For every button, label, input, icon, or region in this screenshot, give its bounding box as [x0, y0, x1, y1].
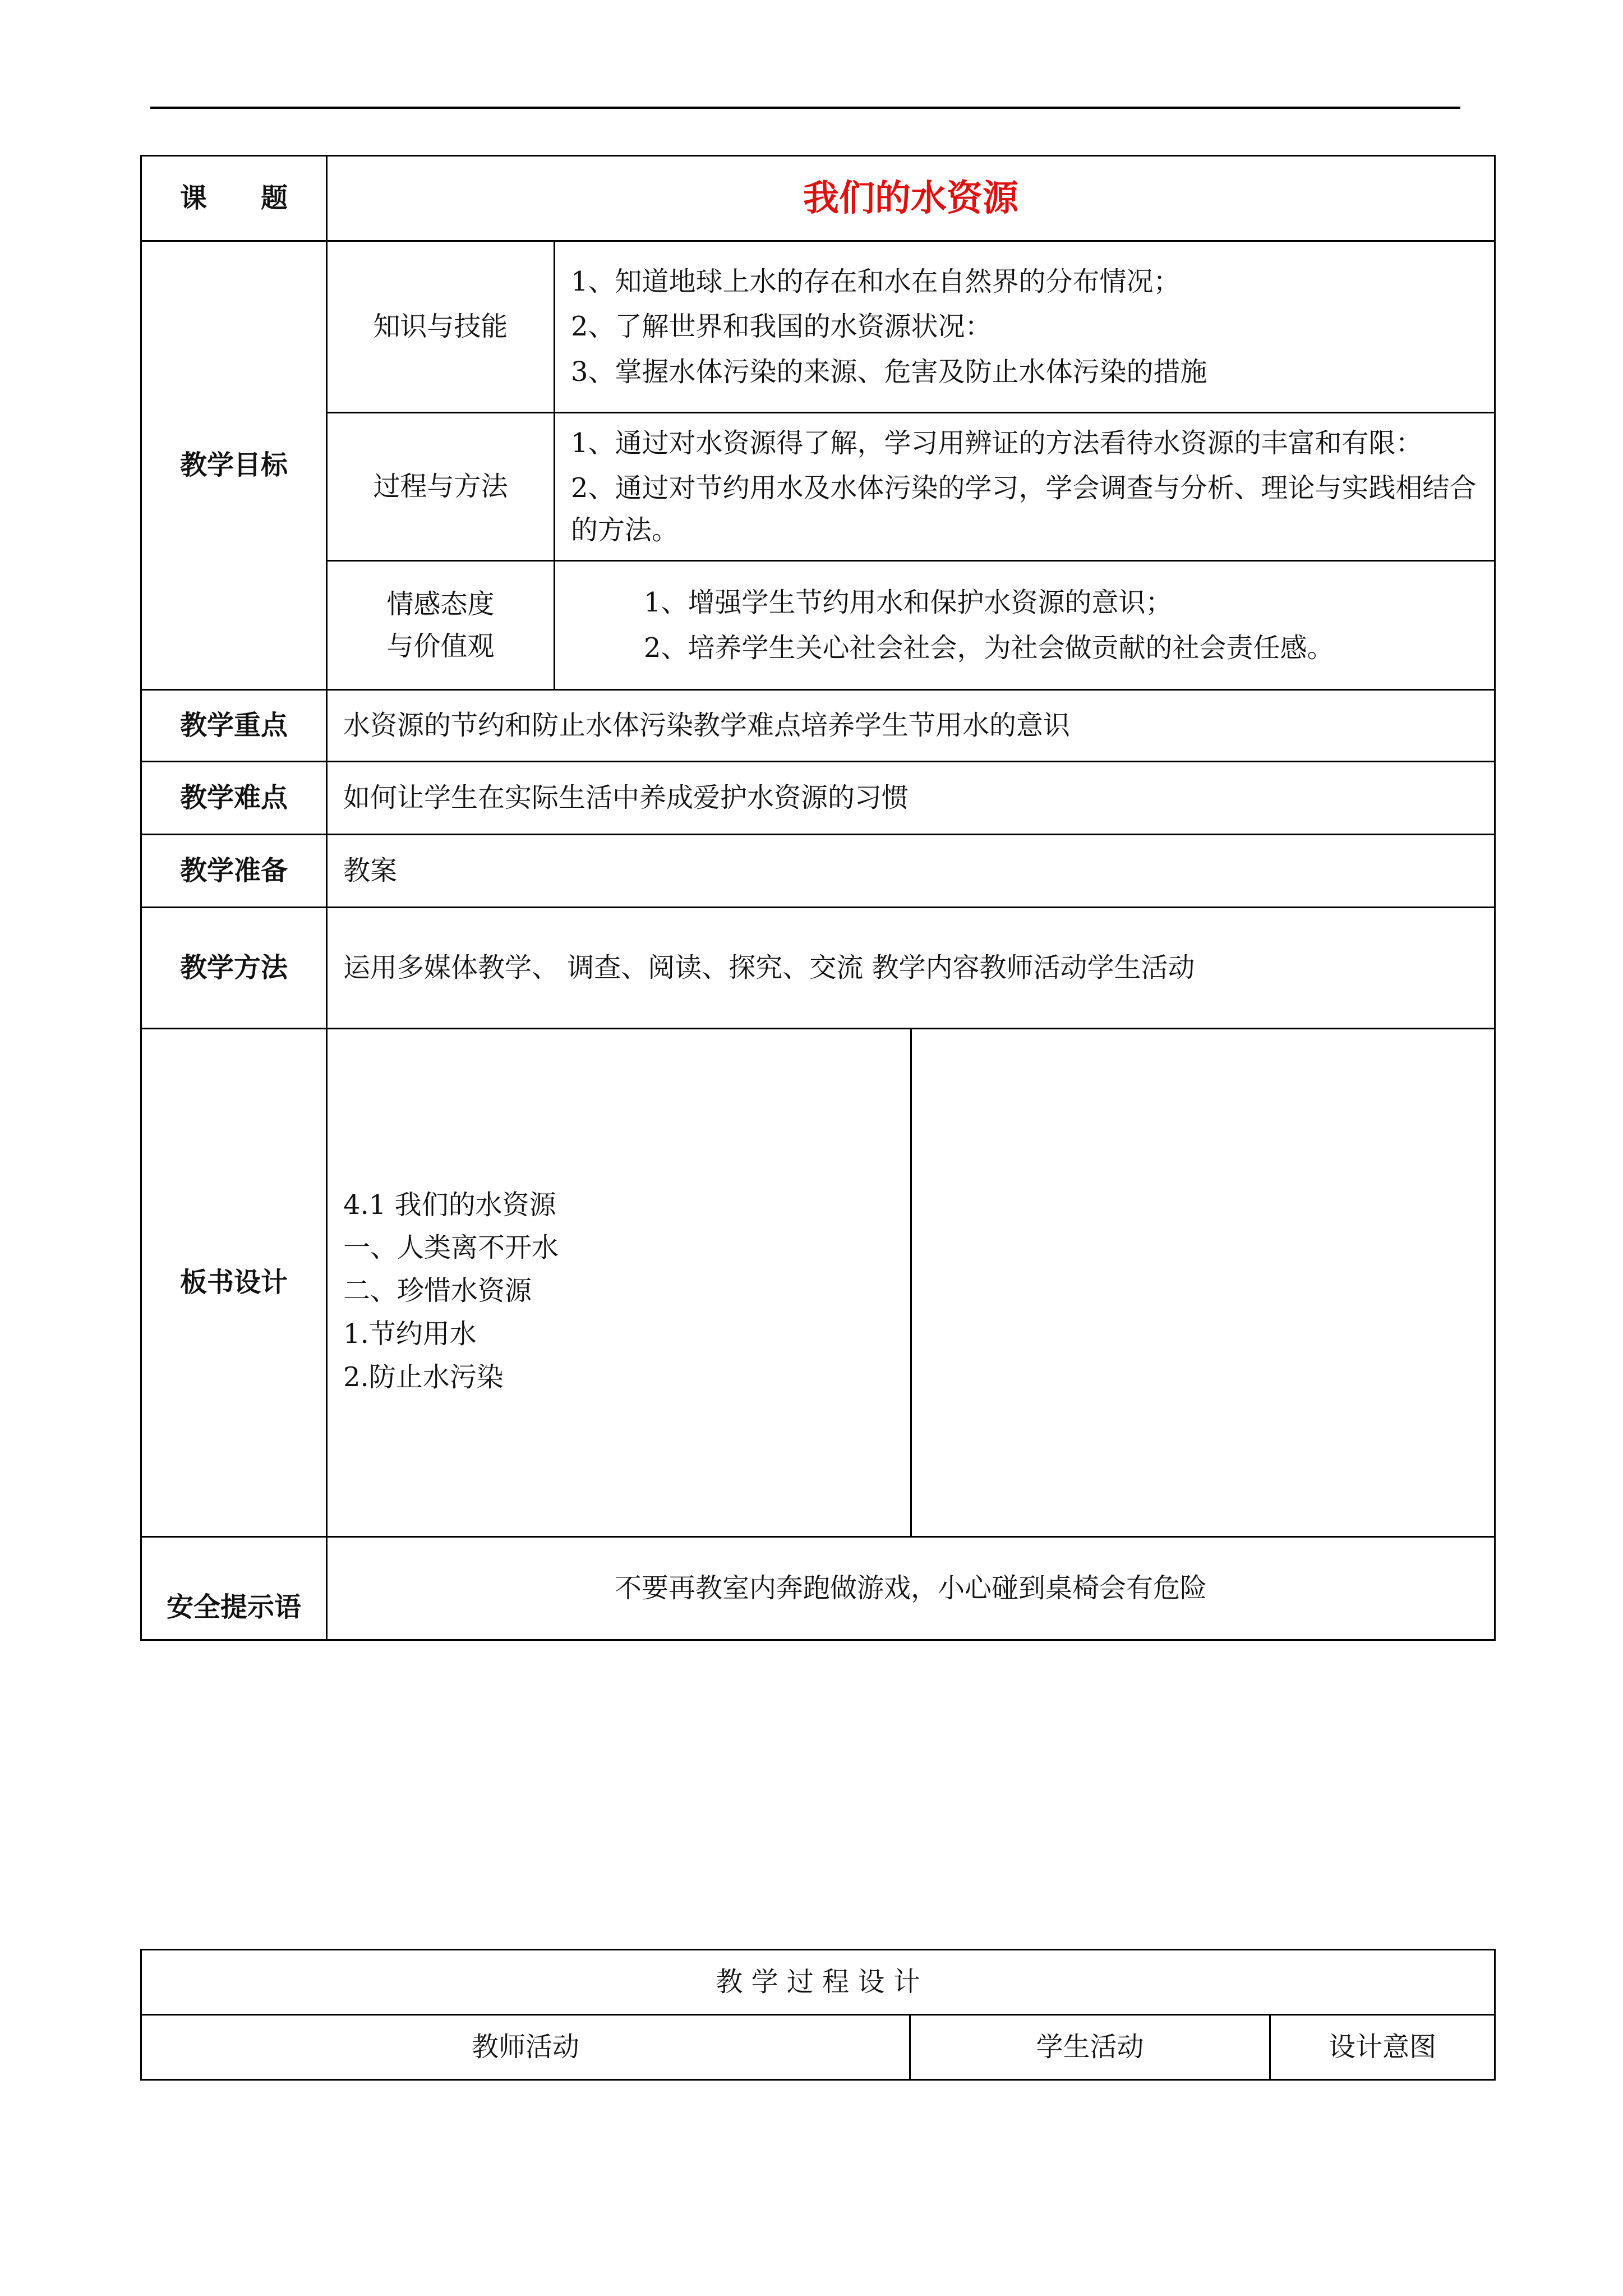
board-label: 板书设计 [141, 1029, 327, 1537]
knowledge-label: 知识与技能 [327, 241, 555, 413]
emotion-label-line2: 与价值观 [386, 630, 495, 662]
safety-label: 安全提示语 [141, 1537, 327, 1640]
difficulty-label: 教学难点 [141, 762, 327, 835]
topic-label: 课 题 [141, 156, 327, 241]
col-design-intent: 设计意图 [1270, 2015, 1495, 2080]
process-design-table [140, 1949, 1496, 2081]
col-student-activity: 学生活动 [910, 2015, 1270, 2080]
emotion-item: 2、培养学生关心社会社会，为社会做贡献的社会责任感。 [644, 632, 1334, 664]
preparation-value: 教案 [327, 835, 1495, 908]
method-label: 教学方法 [141, 908, 327, 1029]
board-line: 4.1 我们的水资源 [343, 1189, 556, 1221]
process-label: 过程与方法 [327, 413, 555, 561]
knowledge-item: 2、了解世界和我国的水资源状况： [571, 311, 992, 343]
knowledge-item: 1、知道地球上水的存在和水在自然界的分布情况； [571, 265, 1181, 297]
key-point-label: 教学重点 [141, 690, 327, 762]
board-line: 2.防止水污染 [343, 1361, 504, 1393]
emotion-label [327, 561, 555, 690]
board-content [327, 1029, 911, 1537]
board-line: 1.节约用水 [343, 1318, 477, 1350]
col-teacher-activity: 教师活动 [141, 2015, 910, 2080]
key-point-value: 水资源的节约和防止水体污染教学难点培养学生节用水的意识 [327, 690, 1495, 762]
process-item: 2、通过对节约用水及水体污染的学习，学会调查与分析、理论与实践相结合的方法。 [571, 472, 1477, 546]
process-items [555, 413, 1495, 561]
knowledge-item: 3、掌握水体污染的来源、危害及防止水体污染的措施 [571, 356, 1207, 388]
safety-value: 不要再教室内奔跑做游戏，小心碰到桌椅会有危险 [327, 1537, 1495, 1640]
lesson-title: 我们的水资源 [327, 156, 1495, 241]
difficulty-value: 如何让学生在实际生活中养成爱护水资源的习惯 [327, 762, 1495, 835]
method-value: 运用多媒体教学、 调查、阅读、探究、交流 教学内容教师活动学生活动 [327, 908, 1495, 1029]
emotion-item: 1、增强学生节约用水和保护水资源的意识； [644, 587, 1173, 619]
knowledge-items [555, 241, 1495, 413]
objectives-label: 教学目标 [141, 241, 327, 690]
emotion-label-line1: 情感态度 [386, 588, 495, 620]
preparation-label: 教学准备 [141, 835, 327, 908]
board-line: 一、人类离不开水 [343, 1232, 559, 1264]
process-item: 1、通过对水资源得了解，学习用辨证的方法看待水资源的丰富和有限： [571, 427, 1423, 459]
process-design-title: 教 学 过 程 设 计 [141, 1950, 1495, 2015]
emotion-items [555, 561, 1495, 690]
lesson-plan-table [140, 155, 1496, 1641]
board-line: 二、珍惜水资源 [343, 1275, 532, 1307]
header-rule [150, 107, 1460, 109]
board-empty-cell [911, 1029, 1495, 1537]
